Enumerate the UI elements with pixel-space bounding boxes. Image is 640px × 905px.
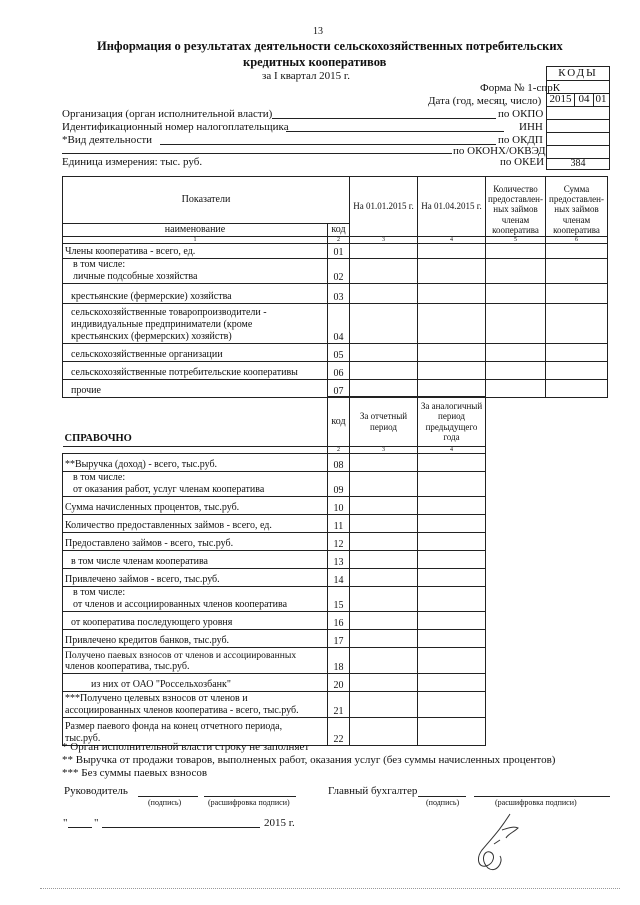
row-label-l2: индивидуальные предприниматели (кроме <box>71 318 253 330</box>
cell-input[interactable] <box>418 630 486 648</box>
header-col4: На 01.04.2015 г. <box>418 177 486 237</box>
footnote-1: * Орган исполнительной власти строку не заполняет <box>62 741 310 753</box>
accountant-signature-line[interactable] <box>418 796 466 797</box>
header-col6: Сумма предоставлен-ных займов членам кооператива <box>546 177 608 237</box>
cell-input[interactable] <box>350 243 418 258</box>
row-label-l1: Размер паевого фонда на конец отчетного периода, <box>65 721 283 732</box>
accountant-name-caption: (расшифровка подписи) <box>495 798 577 807</box>
row-label: тыс.руб. <box>65 733 101 744</box>
row-code: 05 <box>328 343 350 361</box>
table-row <box>63 258 608 283</box>
row-label: от оказания работ, услуг членам кооператива <box>73 484 265 495</box>
table-row <box>63 361 608 379</box>
head-signature-line[interactable] <box>138 796 198 797</box>
row-code: 01 <box>328 243 350 258</box>
row-label: Предоставлено займов - всего, тыс.руб. <box>63 533 328 551</box>
inn-line-label: Идентификационный номер налогоплательщика <box>62 121 289 133</box>
table-row <box>63 630 486 648</box>
table-row <box>63 551 486 569</box>
footnote-2: ** Выручка от продажи товаров, выполненых работ, оказания услуг (без суммы начисленных процентов) <box>62 754 556 766</box>
row-code: 07 <box>328 379 350 397</box>
table-row <box>63 243 608 258</box>
row-label: в том числе членам кооператива <box>63 551 328 569</box>
cell-input[interactable] <box>418 258 486 283</box>
cell-input[interactable] <box>418 692 486 718</box>
row-code: 17 <box>328 630 350 648</box>
cell-input[interactable] <box>350 648 418 674</box>
row-code: 03 <box>328 283 350 303</box>
cell-input[interactable] <box>418 515 486 533</box>
cell-input[interactable] <box>350 569 418 587</box>
row-code: 13 <box>328 551 350 569</box>
okdp-label: по ОКДП <box>498 134 543 146</box>
colnum-4: 4 <box>418 447 486 454</box>
table-row <box>63 674 486 692</box>
inn-code-cell[interactable] <box>547 119 609 133</box>
row-label: из них от ОАО "Россельхозбанк" <box>63 674 328 692</box>
okpo-label: по ОКПО <box>498 108 544 120</box>
okonh-input-line[interactable] <box>62 153 452 154</box>
row-code: 20 <box>328 674 350 692</box>
cell-input[interactable] <box>486 361 546 379</box>
header-code: код <box>328 224 350 237</box>
row-label: ассоциированных членов кооператива - всего, тыс.руб. <box>65 705 299 716</box>
cell-input[interactable] <box>350 692 418 718</box>
cell-input[interactable] <box>350 630 418 648</box>
cell-input[interactable] <box>350 258 418 283</box>
okonh-label: по ОКОНХ/ОКВЭД <box>453 145 546 157</box>
table-row <box>63 648 486 674</box>
okdp-code-cell[interactable] <box>547 132 609 146</box>
cell-input[interactable] <box>546 303 608 343</box>
date-day-line[interactable] <box>68 827 92 828</box>
cell-input[interactable] <box>350 303 418 343</box>
document-title-line1: Информация о результатах деятельности сельскохозяйственных потребительских <box>97 39 563 53</box>
cell-input[interactable] <box>418 379 486 397</box>
date-year: 2015 <box>547 93 575 106</box>
cell-input[interactable] <box>486 303 546 343</box>
row-label: **Выручка (доход) - всего, тыс.руб. <box>63 454 328 472</box>
date-open-quote: " <box>63 817 68 829</box>
row-label: Члены кооператива - всего, ед. <box>63 243 328 258</box>
cell-input[interactable] <box>350 718 418 746</box>
date-month: 04 <box>575 93 594 106</box>
cell-input[interactable] <box>418 361 486 379</box>
accountant-label: Главный бухгалтер <box>328 785 418 797</box>
date-month-line[interactable] <box>102 827 260 828</box>
row-label: прочие <box>63 379 328 397</box>
cell-input[interactable] <box>350 497 418 515</box>
signature-scribble <box>470 810 540 880</box>
header-code: код <box>328 397 350 447</box>
table-row <box>63 569 486 587</box>
cell-input[interactable] <box>546 258 608 283</box>
okonh-code-cell[interactable] <box>547 145 609 159</box>
row-code: 08 <box>328 454 350 472</box>
table-row <box>63 497 486 515</box>
cell-input[interactable] <box>418 472 486 497</box>
header-col5: Количество предоставлен-ных займов членам кооператива <box>486 177 546 237</box>
activity-label: *Вид деятельности <box>62 134 153 146</box>
cell-input[interactable] <box>486 379 546 397</box>
cell-input[interactable] <box>486 243 546 258</box>
section-title: СПРАВОЧНО <box>63 397 328 447</box>
row-label-l1: ***Получено целевых взносов от членов и <box>65 693 248 704</box>
row-label: Количество предоставленных займов - всего, ед. <box>63 515 328 533</box>
row-label-top: в том числе: <box>73 258 126 270</box>
colnum-1: 1 <box>63 236 328 243</box>
okei-label: по ОКЕИ <box>500 156 545 168</box>
cell-input[interactable] <box>486 283 546 303</box>
cell-input[interactable] <box>418 674 486 692</box>
colnum-6: 6 <box>546 236 608 243</box>
cell-input[interactable] <box>418 283 486 303</box>
inn-input-line[interactable] <box>286 131 504 132</box>
okpo-code-cell[interactable] <box>547 106 609 120</box>
colnum-2: 2 <box>328 447 350 454</box>
cell-input[interactable] <box>350 674 418 692</box>
cell-input[interactable] <box>350 551 418 569</box>
header-name: наименование <box>63 224 328 237</box>
cell-input[interactable] <box>486 258 546 283</box>
cell-input[interactable] <box>418 648 486 674</box>
table-row <box>63 472 486 497</box>
row-label: личные подсобные хозяйства <box>73 270 198 282</box>
colnum-5: 5 <box>486 236 546 243</box>
header-col3: За отчетный период <box>350 397 418 447</box>
cell-input[interactable] <box>350 472 418 497</box>
cell-input[interactable] <box>546 243 608 258</box>
table-row <box>63 454 486 472</box>
codes-header: КОДЫ <box>547 67 609 81</box>
cell-input[interactable] <box>418 587 486 612</box>
okei-code-cell: 384 <box>570 158 586 169</box>
date-code-cell[interactable] <box>547 93 609 107</box>
date-year: 2015 г. <box>264 817 295 829</box>
cell-input[interactable] <box>546 379 608 397</box>
cell-input[interactable] <box>350 515 418 533</box>
row-label-l1: сельскохозяйственные товаропроизводители - <box>71 306 267 318</box>
cell-input[interactable] <box>350 283 418 303</box>
row-label: членов кооператива, тыс.руб. <box>65 661 190 672</box>
page-number: 13 <box>313 26 323 37</box>
cell-input[interactable] <box>350 379 418 397</box>
cell-input[interactable] <box>418 303 486 343</box>
row-label-l1: Получено паевых взносов от членов и ассоциированных <box>65 649 297 661</box>
cell-input[interactable] <box>418 612 486 630</box>
header-col3: На 01.01.2015 г. <box>350 177 418 237</box>
head-signature-caption: (подпись) <box>148 798 182 807</box>
row-code: 09 <box>328 472 350 497</box>
date-label: Дата (год, месяц, число) <box>428 95 542 107</box>
row-label: сельскохозяйственные организации <box>63 343 328 361</box>
cell-input[interactable] <box>418 454 486 472</box>
cell-input[interactable] <box>418 343 486 361</box>
cell-input[interactable] <box>486 343 546 361</box>
cell-input[interactable] <box>350 361 418 379</box>
row-label: крестьянских (фермерских) хозяйств) <box>71 330 232 342</box>
row-code: 04 <box>328 303 350 343</box>
row-label: Привлечено займов - всего, тыс.руб. <box>63 569 328 587</box>
cell-input[interactable] <box>418 718 486 746</box>
report-period: за I квартал 2015 г. <box>262 70 350 82</box>
form-label: Форма № 1-спрК <box>480 82 561 94</box>
row-code: 12 <box>328 533 350 551</box>
bottom-dotted-line <box>40 888 620 889</box>
row-label: Сумма начисленных процентов, тыс.руб. <box>63 497 328 515</box>
cell-input[interactable] <box>350 612 418 630</box>
row-code: 10 <box>328 497 350 515</box>
row-label: от членов и ассоциированных членов кооператива <box>73 599 288 610</box>
table-row <box>63 343 608 361</box>
row-label: Привлечено кредитов банков, тыс.руб. <box>63 630 328 648</box>
header-indicators: Показатели <box>63 177 350 224</box>
colnum-4: 4 <box>418 236 486 243</box>
head-name-line[interactable] <box>204 796 296 797</box>
cell-input[interactable] <box>546 361 608 379</box>
unit-label: Единица измерения: тыс. руб. <box>62 156 203 168</box>
activity-input-line[interactable] <box>160 144 496 145</box>
date-close-quote: " <box>94 817 99 829</box>
colnum-2: 2 <box>328 236 350 243</box>
colnum-3: 3 <box>350 236 418 243</box>
header-col4: За аналогичный период предыдущего года <box>418 397 486 447</box>
cell-input[interactable] <box>350 587 418 612</box>
row-code: 15 <box>328 587 350 612</box>
accountant-signature-caption: (подпись) <box>426 798 460 807</box>
table-row <box>63 283 608 303</box>
head-name-caption: (расшифровка подписи) <box>208 798 290 807</box>
table-row <box>63 303 608 343</box>
cell-input[interactable] <box>418 569 486 587</box>
inn-label: ИНН <box>519 121 543 133</box>
row-label: сельскохозяйственные потребительские кооперативы <box>63 361 328 379</box>
cell-input[interactable] <box>546 283 608 303</box>
table-row <box>63 533 486 551</box>
table-row <box>63 612 486 630</box>
cell-input[interactable] <box>418 243 486 258</box>
row-label-top: в том числе: <box>73 472 126 483</box>
cell-input[interactable] <box>546 343 608 361</box>
row-label: крестьянские (фермерские) хозяйства <box>63 283 328 303</box>
table-row <box>63 587 486 612</box>
cell-input[interactable] <box>350 454 418 472</box>
row-label: от кооператива последующего уровня <box>63 612 328 630</box>
members-table <box>62 176 608 398</box>
document-title-line2: кредитных кооперативов <box>243 55 387 69</box>
cell-input[interactable] <box>418 533 486 551</box>
row-code: 16 <box>328 612 350 630</box>
head-label: Руководитель <box>64 785 128 797</box>
cell-input[interactable] <box>350 533 418 551</box>
date-day: 01 <box>595 93 607 105</box>
org-input-line[interactable] <box>272 118 496 119</box>
cell-input[interactable] <box>418 497 486 515</box>
org-label: Организация (орган исполнительной власти) <box>62 108 273 120</box>
row-code: 18 <box>328 648 350 674</box>
table-row <box>63 379 608 397</box>
row-code: 22 <box>328 718 350 746</box>
reference-table <box>62 396 486 746</box>
table-row <box>63 515 486 533</box>
table-row <box>63 692 486 718</box>
row-code: 21 <box>328 692 350 718</box>
row-code: 06 <box>328 361 350 379</box>
colnum-3: 3 <box>350 447 418 454</box>
row-code: 11 <box>328 515 350 533</box>
footnote-3: *** Без суммы паевых взносов <box>62 767 208 779</box>
row-code: 02 <box>328 258 350 283</box>
accountant-name-line[interactable] <box>474 796 610 797</box>
row-label-top: в том числе: <box>73 587 126 598</box>
row-code: 14 <box>328 569 350 587</box>
cell-input[interactable] <box>350 343 418 361</box>
cell-input[interactable] <box>418 551 486 569</box>
